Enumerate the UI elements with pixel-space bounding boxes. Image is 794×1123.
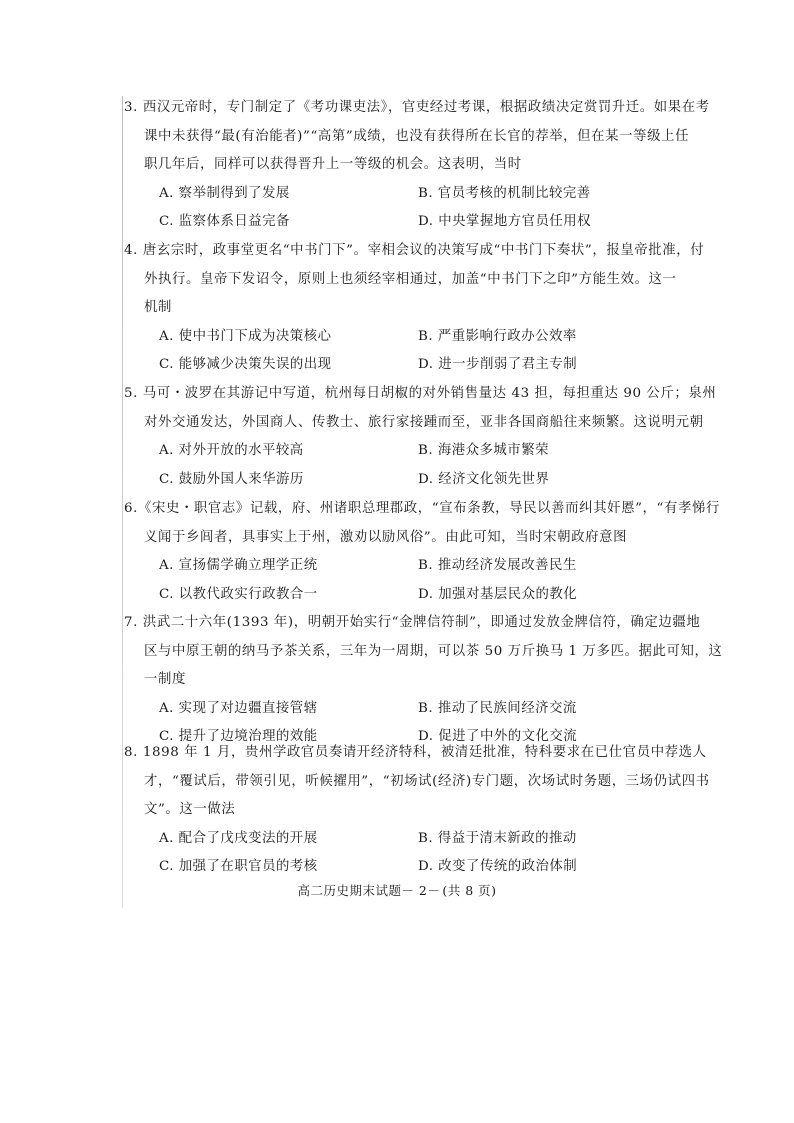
question-text-line: 外执行。皇帝下发诏令，原则上也须经宰相通过，加盖“中书门下之印”方能生效。这一 bbox=[144, 271, 677, 287]
option-b[interactable]: B. 推动经济发展改善民生 bbox=[418, 558, 577, 574]
option-b[interactable]: B. 得益于清末新政的推动 bbox=[418, 830, 577, 846]
question-text-line: 文”。这一做法 bbox=[144, 802, 236, 818]
option-d[interactable]: D. 进一步削弱了君主专制 bbox=[418, 357, 578, 373]
question-text-line: 3. 西汉元帝时，专门制定了《考功课吏法》，官吏经过考课，根据政绩决定赏罚升迁。如果在考 bbox=[124, 100, 710, 115]
question-text-line: 对外交通发达，外国商人、传教士、旅行家接踵而至，亚非各国商船往来频繁。这说明元朝 bbox=[144, 414, 704, 430]
footer-title: 高二历史期末试题－ 2－ bbox=[297, 883, 441, 898]
options-row bbox=[124, 208, 684, 237]
question-text-line: 7. 洪武二十六年(1393 年)，明朝开始实行“金牌信符制”，即通过发放金牌信符，确定边疆地 bbox=[124, 615, 701, 630]
question-text-line: 4. 唐玄宗时，政事堂更名“中书门下”。宰相会议的决策写成“中书门下奏状”，报皇帝批准，付 bbox=[124, 243, 705, 258]
question-4 bbox=[124, 237, 705, 380]
question-text-line: 5. 马可・波罗在其游记中写道，杭州每日胡椒的对外销售量达 43 担，每担重达 90 公斤；泉州 bbox=[124, 386, 717, 401]
options-row bbox=[124, 581, 684, 610]
question-3 bbox=[124, 94, 710, 237]
option-c[interactable]: C. 能够减少决策失误的出现 bbox=[159, 357, 332, 373]
option-a[interactable]: A. 配合了戊戌变法的开展 bbox=[159, 830, 318, 846]
options-row bbox=[124, 323, 684, 352]
options-row bbox=[124, 695, 684, 724]
option-d[interactable]: D. 中央掌握地方官员任用权 bbox=[418, 214, 592, 230]
question-text-line: 课中未获得“最(有治能者)”“高第”成绩，也没有获得所在长官的荐举，但在某一等级上任 bbox=[144, 128, 690, 144]
page-footer bbox=[0, 881, 794, 899]
option-c[interactable]: C. 加强了在职官员的考核 bbox=[159, 859, 318, 875]
option-b[interactable]: B. 海港众多城市繁荣 bbox=[418, 443, 549, 459]
question-text-line: 8. 1898 年 1 月，贵州学政官员奏请开经济特科，被清廷批准，特科要求在已仕官员中荐选人 bbox=[124, 745, 707, 760]
option-a[interactable]: A. 察举制得到了发展 bbox=[159, 185, 290, 201]
question-text-line: 6.《宋史・职官志》记载，府、州诸职总理郡政，“宣布条教，导民以善而纠其奸慝”，“有孝悌行 bbox=[124, 501, 720, 516]
option-b[interactable]: B. 推动了民族间经济交流 bbox=[418, 700, 577, 716]
option-d[interactable]: D. 经济文化领先世界 bbox=[418, 471, 550, 487]
option-c[interactable]: C. 鼓励外国人来华游历 bbox=[159, 471, 304, 487]
question-5 bbox=[124, 380, 717, 494]
question-6 bbox=[124, 495, 720, 609]
options-row bbox=[124, 466, 684, 495]
option-a[interactable]: A. 宣扬儒学确立理学正统 bbox=[159, 558, 318, 574]
options-row bbox=[124, 825, 684, 854]
question-text-line: 义闻于乡闾者，具事实上于州，激劝以励风俗”。由此可知，当时宋朝政府意图 bbox=[144, 529, 628, 545]
option-c[interactable]: C. 监察体系日益完备 bbox=[159, 214, 290, 230]
option-a[interactable]: A. 使中书门下成为决策核心 bbox=[159, 328, 332, 344]
option-d[interactable]: D. 促进了中外的文化交流 bbox=[418, 729, 578, 745]
options-row bbox=[124, 552, 684, 581]
question-text-line: 才，“覆试后，带领引见，听候擢用”，“初场试(经济)专门题，次场试时务题，三场仍试四书 bbox=[144, 773, 710, 789]
options-row bbox=[124, 853, 684, 882]
option-a[interactable]: A. 实现了对边疆直接管辖 bbox=[159, 700, 318, 716]
question-text-line: 一制度 bbox=[144, 672, 186, 688]
option-b[interactable]: B. 官员考核的机制比较完善 bbox=[418, 185, 591, 201]
question-text-line: 职几年后，同样可以获得晋升上一等级的机会。这表明，当时 bbox=[144, 157, 522, 173]
option-d[interactable]: D. 改变了传统的政治体制 bbox=[418, 859, 578, 875]
left-margin-line bbox=[122, 96, 123, 908]
option-c[interactable]: C. 提升了边境治理的效能 bbox=[159, 729, 318, 745]
question-7 bbox=[124, 609, 723, 752]
question-text-line: 区与中原王朝的纳马予茶关系，三年为一周期，可以茶 50 万斤换马 1 万多匹。据此可知，这 bbox=[144, 643, 723, 659]
option-c[interactable]: C. 以教代政实行政教合一 bbox=[159, 586, 318, 602]
question-8 bbox=[124, 739, 710, 882]
option-d[interactable]: D. 加强对基层民众的教化 bbox=[418, 586, 578, 602]
footer-page-count: (共 8 页) bbox=[442, 883, 497, 898]
question-text-line: 机制 bbox=[144, 300, 172, 316]
option-a[interactable]: A. 对外开放的水平较高 bbox=[159, 443, 304, 459]
options-row bbox=[124, 437, 684, 466]
option-b[interactable]: B. 严重影响行政办公效率 bbox=[418, 328, 577, 344]
options-row bbox=[124, 351, 684, 380]
options-row bbox=[124, 180, 684, 209]
